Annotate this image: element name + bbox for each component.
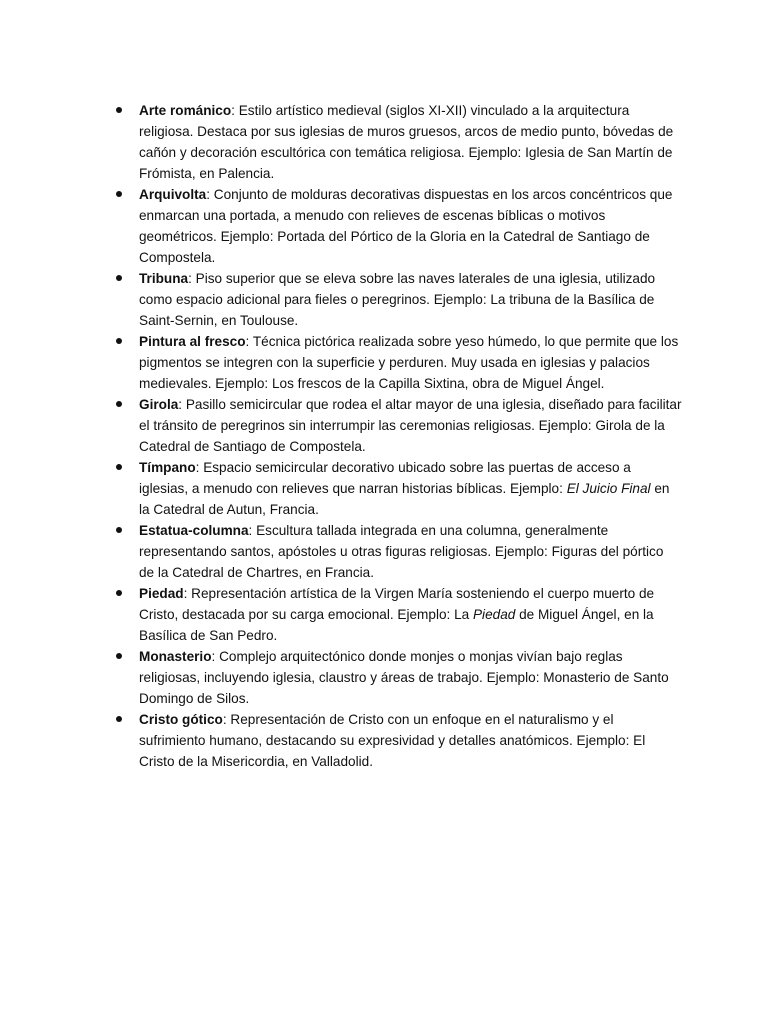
list-item bbox=[116, 394, 682, 457]
entry-definition: : Representación de Cristo con un enfoque en el naturalismo y el sufrimiento humano, destacando su expresividad y detalles anatómicos. Ejemplo: El Cristo de la Misericordia, en Valladolid. bbox=[139, 712, 646, 769]
list-item bbox=[116, 184, 682, 268]
list-item bbox=[116, 100, 682, 184]
entry-definition: : Piso superior que se eleva sobre las naves laterales de una iglesia, utilizado como espacio adicional para fieles o peregrinos. Ejemplo: La tribuna de la Basílica de Saint-Sernin, en Toulouse. bbox=[139, 271, 656, 328]
list-item bbox=[116, 709, 682, 772]
list-item bbox=[116, 268, 682, 331]
list-item bbox=[116, 646, 682, 709]
bullet-icon bbox=[116, 590, 122, 596]
bullet-icon bbox=[116, 527, 122, 533]
bullet-icon bbox=[116, 653, 122, 659]
bullet-icon bbox=[116, 716, 122, 722]
entry-term: Estatua-columna bbox=[139, 523, 249, 538]
entry-definition: : Espacio semicircular decorativo ubicado sobre las puertas de acceso a iglesias, a menudo con relieves que narran historias bíblicas. Ejemplo: bbox=[139, 460, 631, 496]
entry-term: Piedad bbox=[139, 586, 184, 601]
list-item bbox=[116, 331, 682, 394]
bullet-icon bbox=[116, 275, 122, 281]
entry-definition: : Estilo artístico medieval (siglos XI-XII) vinculado a la arquitectura religiosa. Destaca por sus iglesias de muros gruesos, arcos de medio punto, bóvedas de cañón y decoración escultórica con temática religiosa. Ejemplo: Iglesia de San Martín de Frómista, en Palencia. bbox=[139, 103, 674, 181]
entry-term: Monasterio bbox=[139, 649, 212, 664]
bullet-icon bbox=[116, 107, 122, 113]
entry-definition: : Pasillo semicircular que rodea el altar mayor de una iglesia, diseñado para facilitar el tránsito de peregrinos sin interrumpir las ceremonias religiosas. Ejemplo: Girola de la Catedral de Santiago de Compostela. bbox=[139, 397, 682, 454]
entry-term: Girola bbox=[139, 397, 179, 412]
bullet-icon bbox=[116, 464, 122, 470]
entry-term: Tribuna bbox=[139, 271, 189, 286]
entry-term: Arte románico bbox=[139, 103, 232, 118]
list-item bbox=[116, 583, 682, 646]
work-title: El Juicio Final bbox=[566, 481, 651, 496]
bullet-icon bbox=[116, 401, 122, 407]
entry-term: Cristo gótico bbox=[139, 712, 223, 727]
entry-definition: : Complejo arquitectónico donde monjes o monjas vivían bajo reglas religiosas, incluyendo iglesia, claustro y áreas de trabajo. Ejemplo: Monasterio de Santo Domingo de Silos. bbox=[139, 649, 669, 706]
glossary-list bbox=[116, 100, 682, 772]
entry-definition: : Conjunto de molduras decorativas dispuestas en los arcos concéntricos que enmarcan una portada, a menudo con relieves de escenas bíblicas o motivos geométricos. Ejemplo: Portada del Pórtico de la Gloria en la Catedral de Santiago de Compostela. bbox=[139, 187, 673, 265]
work-title: Piedad bbox=[472, 607, 516, 622]
entry-term: Tímpano bbox=[139, 460, 196, 475]
bullet-icon bbox=[116, 338, 122, 344]
entry-definition: : Técnica pictórica realizada sobre yeso húmedo, lo que permite que los pigmentos se integren con la superficie y perduren. Muy usada en iglesias y palacios medievales. Ejemplo: Los frescos de la Capilla Sixtina, obra de Miguel Ángel. bbox=[139, 334, 679, 391]
list-item bbox=[116, 520, 682, 583]
entry-definition: : Representación artística de la Virgen María sosteniendo el cuerpo muerto de Cristo, destacada por su carga emocional. Ejemplo: La bbox=[139, 586, 655, 622]
entry-term: Arquivolta bbox=[139, 187, 207, 202]
bullet-icon bbox=[116, 191, 122, 197]
entry-definition-end: en la Catedral de Autun, Francia. bbox=[139, 481, 670, 517]
entry-definition: : Escultura tallada integrada en una columna, generalmente representando santos, apóstoles u otras figuras religiosas. Ejemplo: Figuras del pórtico de la Catedral de Chartres, en Francia. bbox=[139, 523, 664, 580]
entry-term: Pintura al fresco bbox=[139, 334, 246, 349]
list-item bbox=[116, 457, 682, 520]
entry-definition-end: de Miguel Ángel, en la Basílica de San Pedro. bbox=[139, 607, 654, 643]
